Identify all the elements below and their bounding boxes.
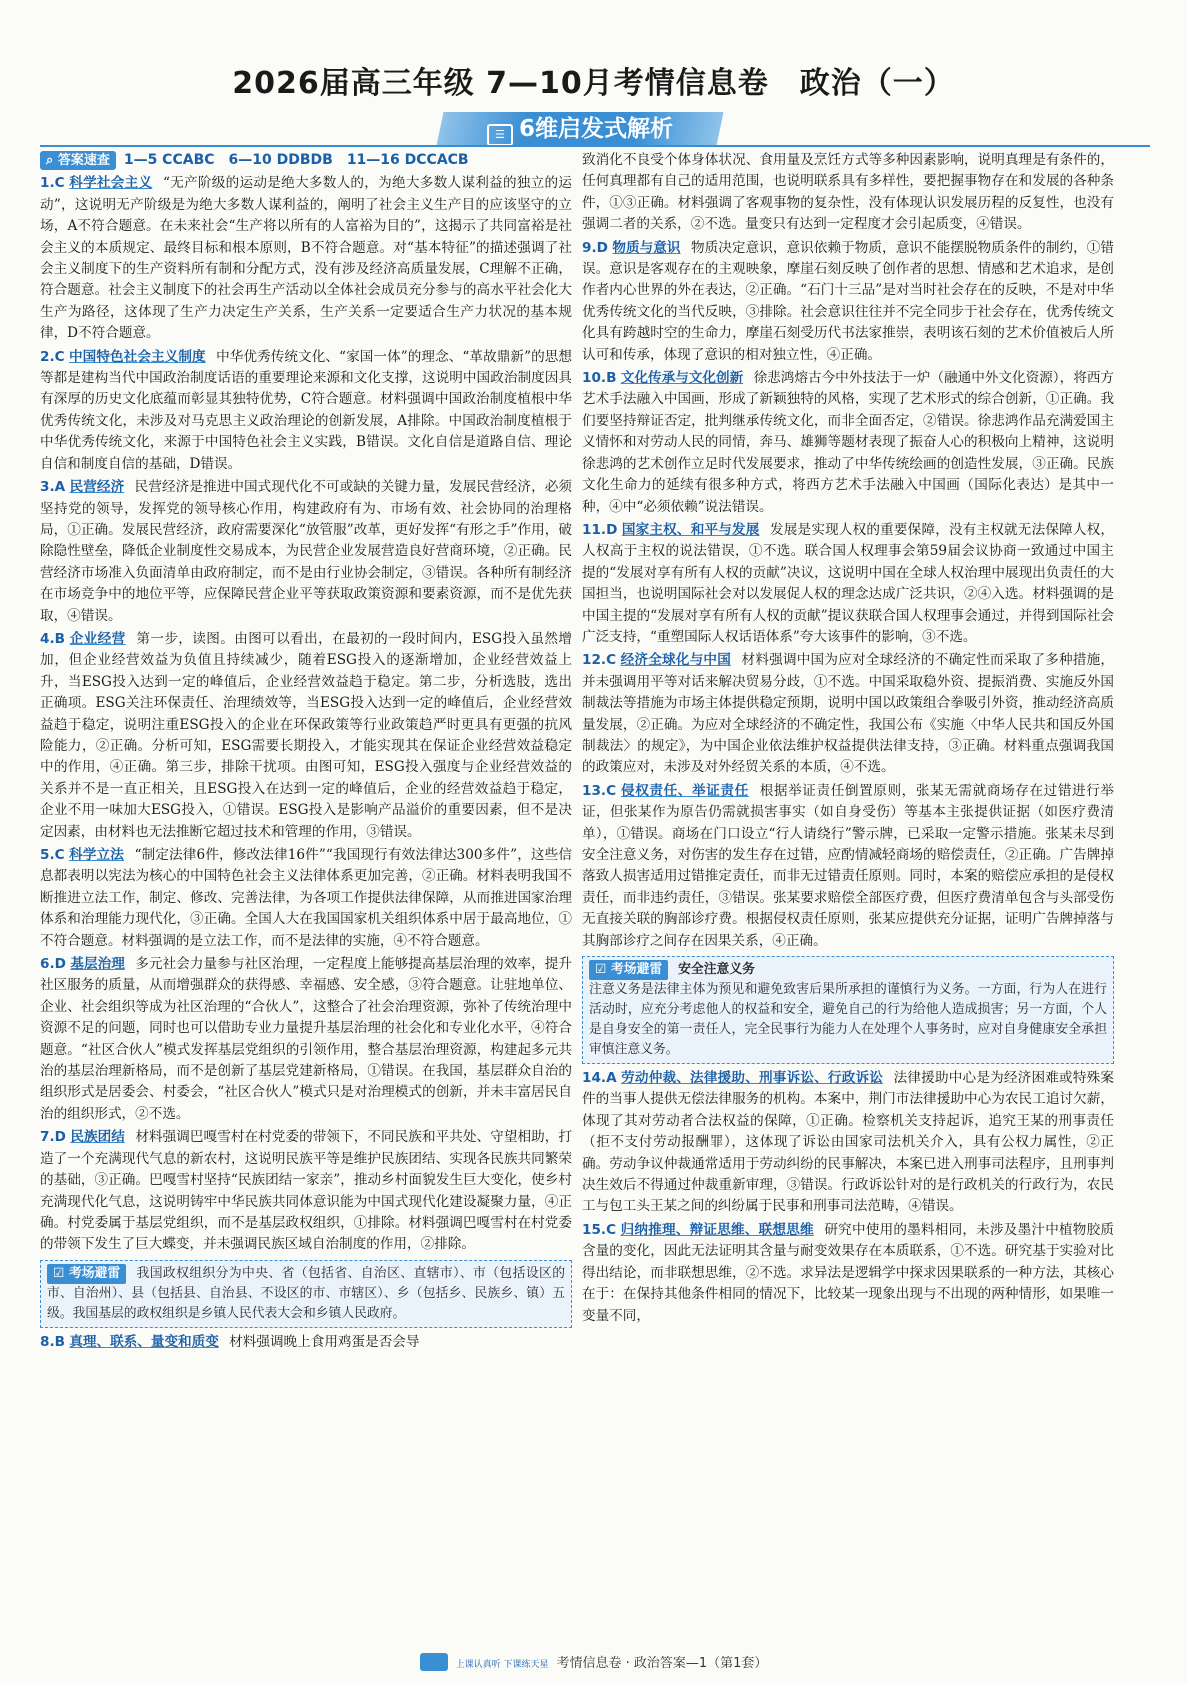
warning-label-text: 考场避雷 xyxy=(610,962,663,978)
answer-key-label xyxy=(40,151,116,170)
answer-key-label-text: 答案速查 xyxy=(57,153,110,168)
right-items-2 xyxy=(582,1068,1114,1327)
question-item xyxy=(40,629,572,843)
question-body: 法律援助中心是为经济困难或特殊案件的当事人提供无偿法律服务的机构。本案中，荆门市法律援助中心为农民工追讨欠薪，体现了其对劳动者合法权益的保障，①正确。检察机关支持起诉，追究王某的刑事责任（拒不支付劳动报酬罪），这体现了诉讼由国家司法机关介入，具有公权力属性，②正确。劳动争议仲裁通常适用于劳动纠纷的民事解决，本案已进入刑事司法程序，且刑事判决生效后不得通过仲裁重新审理，③错误。行政诉讼针对的是行政机关的行政行为，农民工与包工头王某之间的纠纷属于民事和刑事司法范畴，④错误。 xyxy=(582,1070,1114,1215)
footer-text: 考情信息卷 · 政治答案—1（第1套） xyxy=(556,1656,768,1671)
left-items xyxy=(40,173,572,1255)
question-item xyxy=(40,954,572,1125)
left-column xyxy=(40,150,572,1355)
question-item xyxy=(582,1068,1114,1218)
warning-label-text: 考场避雷 xyxy=(68,1265,121,1281)
question-topic: 民族团结 xyxy=(70,1129,125,1146)
question-topic: 文化传承与文化创新 xyxy=(620,370,744,387)
question-body: 多元社会力量参与社区治理，一定程度上能够提高基层治理的效率，提升社区服务的质量，从而增强群众的获得感、幸福感、安全感，③符合题意。让驻地单位、企业、社会组织等成为社区治理的“合伙人”，这整合了社会治理资源，弥补了传统治理中资源不足的问题，同时也可以借助专业力量提升基层治理的社会化和专业化水平，④符合题意。“社区合伙人”模式发挥基层党组织的引领作用，整合基层治理资源，构建起多元共治的基层治理新格局，而不是创新了基层党建新格局，①错误。在我国，基层群众自治的组织形式是居委会、村委会，“社区合伙人”模式只是对治理模式的创新，并未丰富居民自治的组织形式，②不选。 xyxy=(40,956,573,1122)
publisher-logo-icon xyxy=(420,1653,448,1671)
question-topic: 国家主权、和平与发展 xyxy=(621,521,760,538)
question-topic: 民营经济 xyxy=(69,479,125,496)
question-topic: 侵权责任、举证责任 xyxy=(621,782,749,799)
question-number: 2.C xyxy=(40,348,65,365)
question-item xyxy=(40,173,572,344)
right-items xyxy=(582,238,1114,952)
question-item xyxy=(40,1332,572,1353)
answer-key xyxy=(40,150,572,171)
question-number: 6.D xyxy=(40,956,66,973)
question-item xyxy=(582,781,1114,952)
question-topic: 真理、联系、量变和质变 xyxy=(69,1333,219,1350)
question-number: 15.C xyxy=(582,1221,617,1238)
question-topic: 中国特色社会主义制度 xyxy=(69,348,206,365)
checkbox-icon: ☑ xyxy=(53,1265,69,1281)
page-footer xyxy=(0,1652,1187,1671)
question-number: 12.C xyxy=(582,652,617,669)
question-body: 民营经济是推进中国式现代化不可或缺的关键力量，发展民营经济，必须坚持党的领导，发挥党的领导核心作用，构建政府有为、市场有效、社会协同的治理格局，①正确。发展民营经济，政府需要深化“放管服”改革，更好发挥“有形之手”作用，破除隐性壁垒，降低企业制度性交易成本，为民营企业发展营造良好营商环境，②正确。民营经济市场准入负面清单由政府制定，而不是由行业协会制定，③错误。各种所有制经济在市场竞争中的地位平等，应保障民营企业平等获取政策资源和要素资源，而不是优先获取，④错误。 xyxy=(40,479,573,624)
search-icon: ⌕ xyxy=(46,153,58,168)
footer-slogan: 上课认真听 下课练天星 xyxy=(455,1660,549,1670)
question-topic: 归纳推理、辩证思维、联想思维 xyxy=(620,1221,814,1238)
question-body: 根据举证责任倒置原则，张某无需就商场存在过错进行举证，但张某作为原告仍需就损害事实（如自身受伤）等基本主张提供证据（如医疗费清单），①错误。商场在门口设立“行人请绕行”警示牌，已采取一定警示措施。张某未尽到安全注意义务，对伤害的发生存在过错，应酌情减轻商场的赔偿责任，②正确。广告牌掉落致人损害适用过错推定责任，而非无过错责任原则。同时，本案的赔偿应承担的是侵权责任，而非违约责任，③错误。张某要求赔偿全部医疗费，但医疗费清单包含与头部受伤无直接关联的胸部诊疗费。根据侵权责任原则，张某应提供充分证据，证明广告牌掉落与其胸部诊疗之间存在因果关系，④正确。 xyxy=(582,782,1115,949)
question-item xyxy=(582,1220,1114,1327)
header-rule xyxy=(40,145,1150,147)
question-topic: 企业经营 xyxy=(69,630,126,647)
question-topic: 经济全球化与中国 xyxy=(620,652,732,669)
question-number: 8.B xyxy=(40,1333,65,1350)
question-item xyxy=(582,650,1114,778)
answer-key-text: 1—5 CCABC 6—10 DDBDB 11—16 DCCACB xyxy=(123,152,469,168)
question-body: 物质决定意识，意识依赖于物质，意识不能摆脱物质条件的制约，①错误。意识是客观存在的主观映象，摩崖石刻反映了创作者的思想、情感和艺术追求，是创作者内心世界的外在表达，②正确。“石门十三品”是对当时社会存在的反映，不是对中华优秀传统文化的当代反映，③排除。社会意识往往并不完全同步于社会存在，优秀传统文化具有跨越时空的生命力，摩崖石刻受历代书法家推崇，表明该石刻的艺术价值被后人所认可和传承，体现了意识的相对独立性，④正确。 xyxy=(582,239,1115,363)
warning-title: 安全注意义务 xyxy=(678,962,755,978)
question-body: 材料强调中国为应对全球经济的不确定性而采取了多种措施，并未强调用平等对话来解决贸易分歧，①不选。中国采取稳外资、提振消费、实施反外国制裁法等措施为市场主体提供稳定预期，说明中国以政策组合拳吸引外资，推动经济高质量发展，②正确。为应对全球经济的不确定性，我国公布《实施〈中华人民共和国反外国制裁法〉的规定》，为中国企业依法维护权益提供法律支持，③正确。材料重点强调我国的政策应对，未涉及对外经贸关系的本质，④不选。 xyxy=(582,652,1114,776)
question-item xyxy=(40,1127,572,1255)
question-topic: 物质与意识 xyxy=(612,239,681,256)
question-number: 11.D xyxy=(582,521,618,538)
question-body: “制定法律6件，修改法律16件”“我国现行有效法律达300多件”，这些信息都表明以宪法为核心的中国特色社会主义法律体系更加完善，②正确。材料表明我国不断推进立法工作，制定、修改、完善法律，为各项工作提供法律保障，从而推进国家治理体系和治理能力现代化，③正确。全国人大在我国国家机关组织体系中居于最高地位，①不符合题意。材料强调的是立法工作，而不是法律的实施，④不符合题意。 xyxy=(40,847,572,949)
continued-text: 致消化不良受个体身体状况、食用量及烹饪方式等多种因素影响，说明真理是有条件的，任何真理都有自己的适用范围，也说明联系具有多样性，要把握事物存在和发展的各种条件，①③正确。材料强调了客观事物的复杂性，没有体现认识发展历程的反复性，也没有强调二者的关系，②不选。量变只有达到一定程度才会引起质变，④错误。 xyxy=(582,152,1114,233)
question-topic: 科学社会主义 xyxy=(69,175,153,192)
analysis-icon: ☰ xyxy=(487,124,513,146)
right-warning-box xyxy=(582,956,1114,1064)
warning-text: 注意义务是法律主体为预见和避免致害后果所承担的谨慎行为义务。一方面，行为人在进行活动时，应充分考虑他人的权益和安全，避免自己的行为给他人造成损害；另一方面，个人是自身安全的第一责任人，完全民事行为能力人在处理个人事务时，应对自身健康安全承担审慎注意义务。 xyxy=(589,982,1107,1058)
question-number: 14.A xyxy=(582,1070,617,1087)
question-body: 材料强调晚上食用鸡蛋是否会导 xyxy=(229,1333,420,1350)
warning-label xyxy=(589,962,668,977)
question-number: 4.B xyxy=(40,630,65,647)
right-column xyxy=(582,150,1114,1329)
question-item xyxy=(40,347,572,475)
question-item xyxy=(582,368,1114,518)
question-body: 第一步，读图。由图可以看出，在最初的一段时间内，ESG投入虽然增加，但企业经营效益为负值且持续减少，随着ESG投入的逐渐增加，企业经营效益上升，当ESG投入达到一定的峰值后，企业经营效益趋于稳定。第二步，分析选肢，选出正确项。ESG关注环保责任、治理绩效等，当ESG投入达到一定的峰值后，企业经营效益趋于稳定，说明注重ESG投入的企业在环保政策等行业政策趋严时更具有更强的抗风险能力，②正确。分析可知，ESG需要长期投入，才能实现其在保证企业经营效益稳定中的作用，④正确。第三步，排除干扰项。由图可知，ESG投入强度与企业经营效益的关系并不是一直正相关，且ESG投入在达到一定的峰值后，企业的经营效益趋于稳定，企业不用一味加大ESG投入，①错误。ESG投入是影响产品溢价的重要因素，但不是决定因素，由材料也无法推断它超过技术和管理的作用，③错误。 xyxy=(40,630,572,840)
question-body: 发展是实现人权的重要保障，没有主权就无法保障人权，人权高于主权的说法错误，①不选。联合国人权理事会第59届会议协商一致通过中国主提的“发展对享有所有人权的贡献”决议，这说明中国在全球人权治理中展现出负责任的大国担当，也说明国际社会对以发展促人权的理念达成广泛共识，②④入选。材料强调的是中国主提的“发展对享有所有人权的贡献”提议获联合国人权理事会通过，并得到国际社会广泛支持，“重塑国际人权话语体系”夸大该事件的影响，③不选。 xyxy=(582,521,1114,645)
question-topic: 基层治理 xyxy=(70,956,125,973)
question-body: 研究中使用的墨料相同，未涉及墨汁中植物胶质含量的变化，因此无法证明其含量与耐变效果存在本质联系，①不选。研究基于实验对比得出结论，而非联想思维，②不选。求异法是逻辑学中探求因果联系的一种方法，其核心在于：在保持其他条件相同的情况下，比较某一现象出现与不出现的两种情形，如果唯一变量不同， xyxy=(582,1221,1114,1324)
question-number: 9.D xyxy=(582,239,608,256)
question-body: “无产阶级的运动是绝大多数人的，为绝大多数人谋利益的独立的运动”，这说明无产阶级是为绝大多数人谋利益的，阐明了社会主义生产目的应该坚守的立场，A不符合题意。在未来社会“生产将以所有的人富裕为目的”，这揭示了共同富裕是社会主义的本质规定、最终目标和根本原则，B不符合题意。对“基本特征”的描述强调了社会主义制度下的生产资料所有制和分配方式，没有涉及经济高质量发展，C理解不正确，符合题意。社会主义制度下的社会再生产活动以全体社会成员充分参与的高水平社会化大生产为路径，这体现了生产力决定生产关系，生产关系一定要适合生产力状况的基本规律，D不符合题意。 xyxy=(40,175,572,342)
question-topic: 科学立法 xyxy=(69,847,125,863)
question-number: 3.A xyxy=(40,479,66,496)
checkbox-icon: ☑ xyxy=(595,962,611,978)
question-topic: 劳动仲裁、法律援助、刑事诉讼、行政诉讼 xyxy=(621,1070,884,1087)
question-item xyxy=(40,477,572,627)
section-banner-label xyxy=(440,113,720,146)
question-number: 5.C xyxy=(40,847,65,863)
warning-label xyxy=(47,1266,126,1281)
question-body: 中华优秀传统文化、“家国一体”的理念、“革故鼎新”的思想等都是建构当代中国政治制度话语的重要理论来源和文化支撑，这说明中国政治制度因具有深厚的历史文化底蕴而彰显其独特优势，C符合题意。材料强调中国政治制度植根中华优秀传统文化，未涉及对马克思主义政治理论的创新发展，A排除。中国政治制度植根于中华优秀传统文化，来源于中国特色社会主义实践，B错误。文化自信是道路自信、理论自信和制度自信的基础，D错误。 xyxy=(40,348,573,472)
question-item xyxy=(582,238,1114,366)
question-number: 10.B xyxy=(582,370,617,387)
question-number: 7.D xyxy=(40,1129,66,1146)
question-item xyxy=(40,845,572,952)
question-item xyxy=(582,520,1114,648)
page-title: 2026届高三年级 7—10月考情信息卷 政治（一） xyxy=(232,66,955,101)
banner-text: 6维启发式解析 xyxy=(518,116,673,142)
question-body: 徐悲鸿熔古今中外技法于一炉（融通中外文化资源），将西方艺术手法融入中国画，形成了新颖独特的风格，实现了艺术形式的综合创新，①正确。我们要坚持辩证否定，批判继承传统文化，而非全面否定，②错误。徐悲鸿作品充满爱国主义情怀和对劳动人民的同情，奔马、雄狮等题材表现了振奋人心的积极向上精神，这说明徐悲鸿的艺术创作立足时代发展要求，推动了中华传统绘画的创造性发展，③正确。民族文化生命力的延续有很多种方式，将西方艺术手法融入中国画（国际化表达）是其中一种，④中“必须依赖”说法错误。 xyxy=(582,370,1115,515)
left-warning-box xyxy=(40,1260,572,1328)
question-body: 材料强调巴嘎雪村在村党委的带领下，不同民族和平共处、守望相助，打造了一个充满现代气息的新农村，这说明民族平等是维护民族团结、实现各民族共同繁荣的基础，③正确。巴嘎雪村坚持“民族团结一家亲”，推动乡村面貌发生巨大变化，使乡村充满现代化气息，这说明铸牢中华民族共同体意识能为中国式现代化建设凝聚力量，④正确。村党委属于基层党组织，而不是基层政权组织，①排除。材料强调巴嘎雪村在村党委的带领下发生了巨大蝶变，并未强调民族区域自治制度的作用，②排除。 xyxy=(40,1129,573,1253)
warning-text: 我国政权组织分为中央、省（包括省、自治区、直辖市）、市（包括设区的市、自治州）、县（包括县、自治县、不设区的市、市辖区）、乡（包括乡、民族乡、镇）五级。我国基层的政权组织是乡镇人民代表大会和乡镇人民政府。 xyxy=(47,1265,565,1321)
question-number: 13.C xyxy=(582,782,617,799)
question-number: 1.C xyxy=(40,175,65,192)
